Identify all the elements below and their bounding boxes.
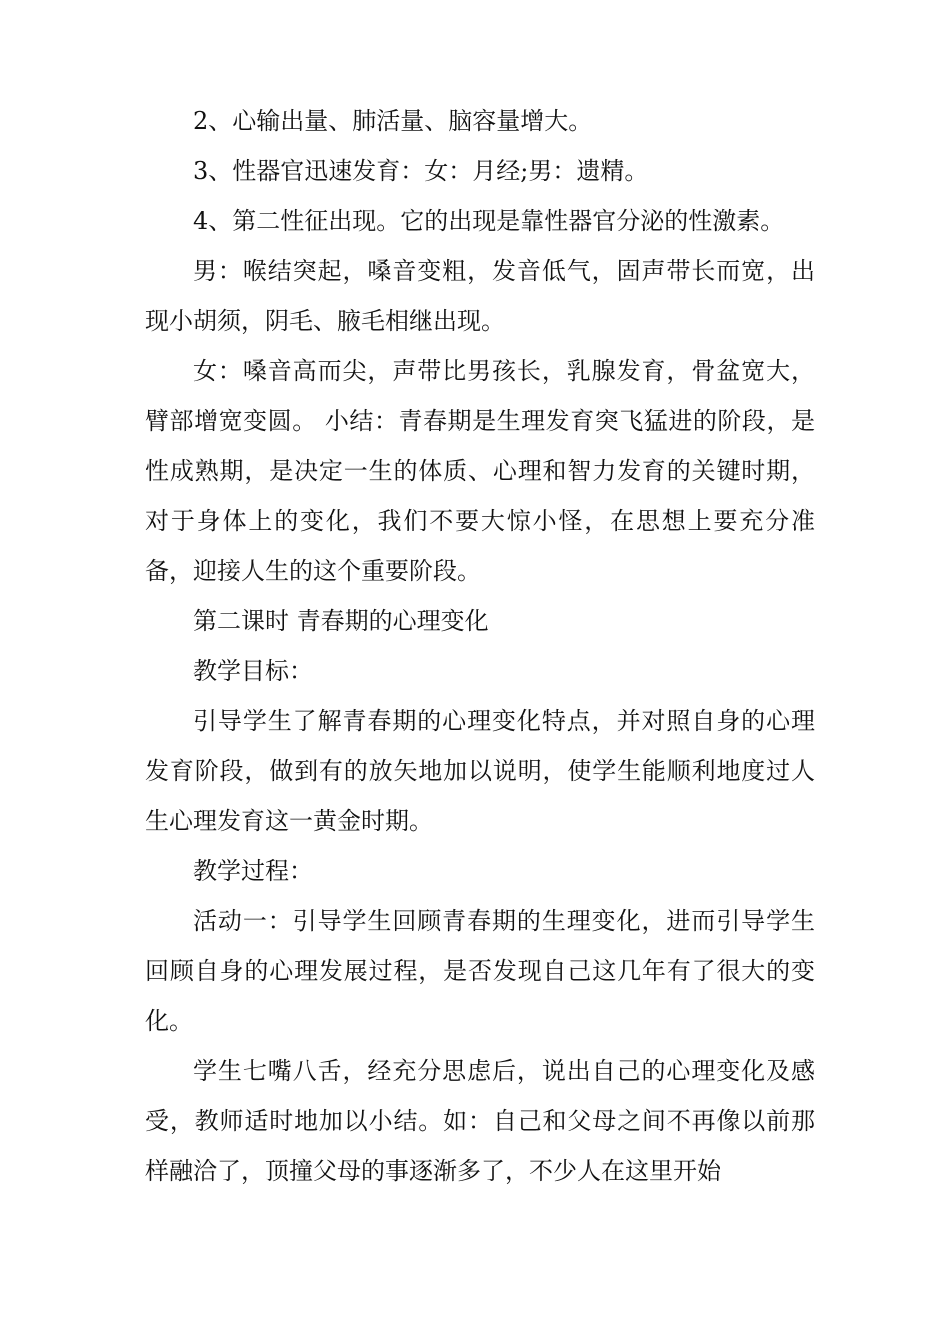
teaching-process-heading: 教学过程： — [193, 857, 313, 885]
paragraph-sex-organs: 3、性器官迅速发育：女：月经;男：遗精。 — [193, 157, 649, 185]
teaching-goals-heading: 教学目标： — [193, 657, 313, 685]
paragraph-female-changes-summary: 女：嗓音高而尖，声带比男孩长，乳腺发育，骨盆宽大，臂部增宽变圆。 小结：青春期是生理发育突飞猛进的阶段，是性成熟期，是决定一生的体质、心理和智力发育的关键时期，对于身体上的变化，我们不要大惊小怪，在思想上要充分准备，迎接人生的这个重要阶段。 — [145, 357, 815, 585]
paragraph-secondary-sex-traits: 4、第二性征出现。它的出现是靠性器官分泌的性激素。 — [193, 207, 785, 235]
lesson-two-heading: 第二课时 青春期的心理变化 — [193, 607, 489, 635]
document-body — [145, 96, 815, 1196]
paragraph-student-discussion: 学生七嘴八舌，经充分思虑后，说出自己的心理变化及感受，教师适时地加以小结。如：自己和父母之间不再像以前那样融洽了，顶撞父母的事逐渐多了，不少人在这里开始 — [145, 1057, 815, 1185]
paragraph-cardiac-output: 2、心输出量、肺活量、脑容量增大。 — [193, 107, 593, 135]
paragraph-male-changes: 男：喉结突起，嗓音变粗，发音低气，固声带长而宽，出现小胡须，阴毛、腋毛相继出现。 — [145, 257, 815, 335]
paragraph-activity-one: 活动一：引导学生回顾青春期的生理变化，进而引导学生回顾自身的心理发展过程，是否发现自己这几年有了很大的变化。 — [145, 907, 815, 1035]
paragraph-teaching-goals: 引导学生了解青春期的心理变化特点，并对照自身的心理发育阶段，做到有的放矢地加以说明，使学生能顺利地度过人生心理发育这一黄金时期。 — [145, 707, 815, 835]
